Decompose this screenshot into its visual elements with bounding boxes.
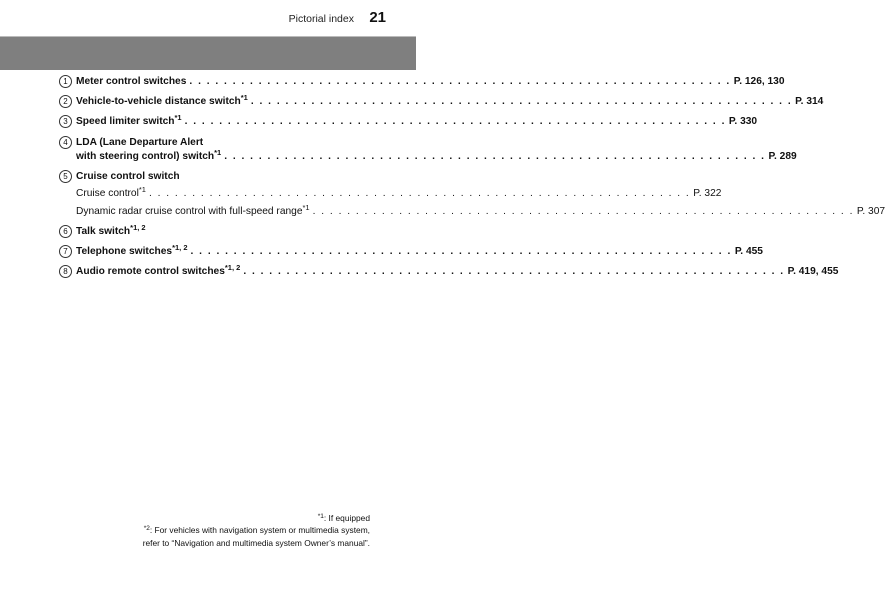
page-reference[interactable]: P. 322: [693, 187, 722, 199]
footnote: [143, 512, 370, 524]
leader-dots: . . . . . . . . . . . . . . . . . . . . . . . . . . . . . . . . . . . . . . . . . . . . . . . . . . . . . . . . . . . . . . .: [190, 245, 732, 257]
leader-dots: . . . . . . . . . . . . . . . . . . . . . . . . . . . . . . . . . . . . . . . . . . . . . . . . . . . . . . . . . . . . . . .: [148, 187, 691, 199]
page-number: 21: [369, 9, 386, 26]
footnote-mark: *1: [317, 513, 324, 520]
item-label: Meter control switches: [76, 76, 187, 87]
footnote-ref: *1: [214, 147, 222, 157]
item-number-badge: 3: [59, 115, 72, 128]
footnote-continuation: refer to “Navigation and multimedia system Owner’s manual”.: [142, 537, 370, 548]
page-reference[interactable]: P. 419, 455: [787, 266, 839, 278]
item-number-badge: 5: [59, 170, 72, 183]
item-label: Talk switch: [76, 225, 131, 237]
item-number-badge: 7: [59, 245, 72, 258]
item-number-badge: 1: [59, 75, 72, 88]
page-reference[interactable]: P. 126, 130: [733, 76, 785, 87]
page-reference[interactable]: P. 330: [728, 116, 758, 128]
page-reference[interactable]: P. 289: [768, 150, 797, 162]
subitem-label: Cruise control: [76, 187, 139, 199]
switch-index-list: [59, 75, 885, 285]
footnote-text: : For vehicles with navigation system or multimedia system,: [149, 525, 370, 536]
item-label: Audio remote control switches: [76, 266, 225, 278]
footnote-ref: *1, 2: [224, 263, 241, 273]
item-label: Telephone switches: [76, 245, 173, 257]
item-number-badge: 4: [59, 136, 72, 149]
footnote-text: : If equipped: [323, 513, 370, 523]
item-label-line1: LDA (Lane Departure Alert: [76, 136, 204, 148]
page-reference[interactable]: P. 307: [856, 205, 885, 217]
footnote-ref: *1, 2: [172, 242, 188, 252]
footnote-ref: *1: [174, 113, 182, 123]
list-item: [59, 263, 839, 279]
footnotes: [143, 512, 370, 549]
leader-dots: . . . . . . . . . . . . . . . . . . . . . . . . . . . . . . . . . . . . . . . . . . . . . . . . . . . . . . . . . . . . . . .: [243, 266, 785, 278]
subitem-label: Dynamic radar cruise control with full-speed range: [76, 205, 303, 217]
footnote-ref: *1: [138, 184, 146, 194]
list-item: [59, 93, 824, 109]
leader-dots: . . . . . . . . . . . . . . . . . . . . . . . . . . . . . . . . . . . . . . . . . . . . . . . . . . . . . . . . . . . . . . .: [250, 96, 793, 108]
footnote-ref: *1: [302, 202, 310, 212]
list-item: [59, 75, 785, 89]
list-subitem: [59, 202, 885, 219]
item-number-badge: 6: [59, 225, 72, 238]
page-reference[interactable]: P. 455: [734, 245, 763, 257]
section-band: [0, 37, 416, 70]
footnote-ref: *1: [240, 93, 248, 103]
item-label: Vehicle-to-vehicle distance switch: [76, 96, 241, 108]
item-number-badge: 8: [59, 265, 72, 278]
item-label: Speed limiter switch: [76, 116, 175, 128]
page-header: [0, 0, 416, 37]
footnote-ref: *1, 2: [130, 222, 146, 232]
item-label-line2: with steering control) switch: [76, 150, 215, 162]
leader-dots: . . . . . . . . . . . . . . . . . . . . . . . . . . . . . . . . . . . . . . . . . . . . . . . . . . . . . . . . . . . . . . .: [312, 205, 854, 217]
section-title: Pictorial index: [288, 13, 354, 25]
item-number-badge: 2: [59, 95, 72, 108]
leader-dots: . . . . . . . . . . . . . . . . . . . . . . . . . . . . . . . . . . . . . . . . . . . . . . . . . . . . . . . . . . . . . . .: [189, 76, 731, 87]
list-item: [59, 222, 357, 239]
list-item: [59, 170, 357, 184]
list-item: [59, 136, 797, 164]
list-subitem: [59, 184, 722, 201]
footnote: [143, 524, 370, 536]
footnote-mark: *2: [143, 525, 150, 533]
list-item: [59, 113, 758, 129]
item-label: Cruise control switch: [76, 170, 180, 182]
page-reference[interactable]: P. 314: [795, 96, 824, 108]
leader-dots: . . . . . . . . . . . . . . . . . . . . . . . . . . . . . . . . . . . . . . . . . . . . . . . . . . . . . . . . . . . . . . .: [224, 150, 766, 162]
leader-dots: . . . . . . . . . . . . . . . . . . . . . . . . . . . . . . . . . . . . . . . . . . . . . . . . . . . . . . . . . . . . . . .: [184, 116, 726, 128]
list-item: [59, 242, 763, 259]
